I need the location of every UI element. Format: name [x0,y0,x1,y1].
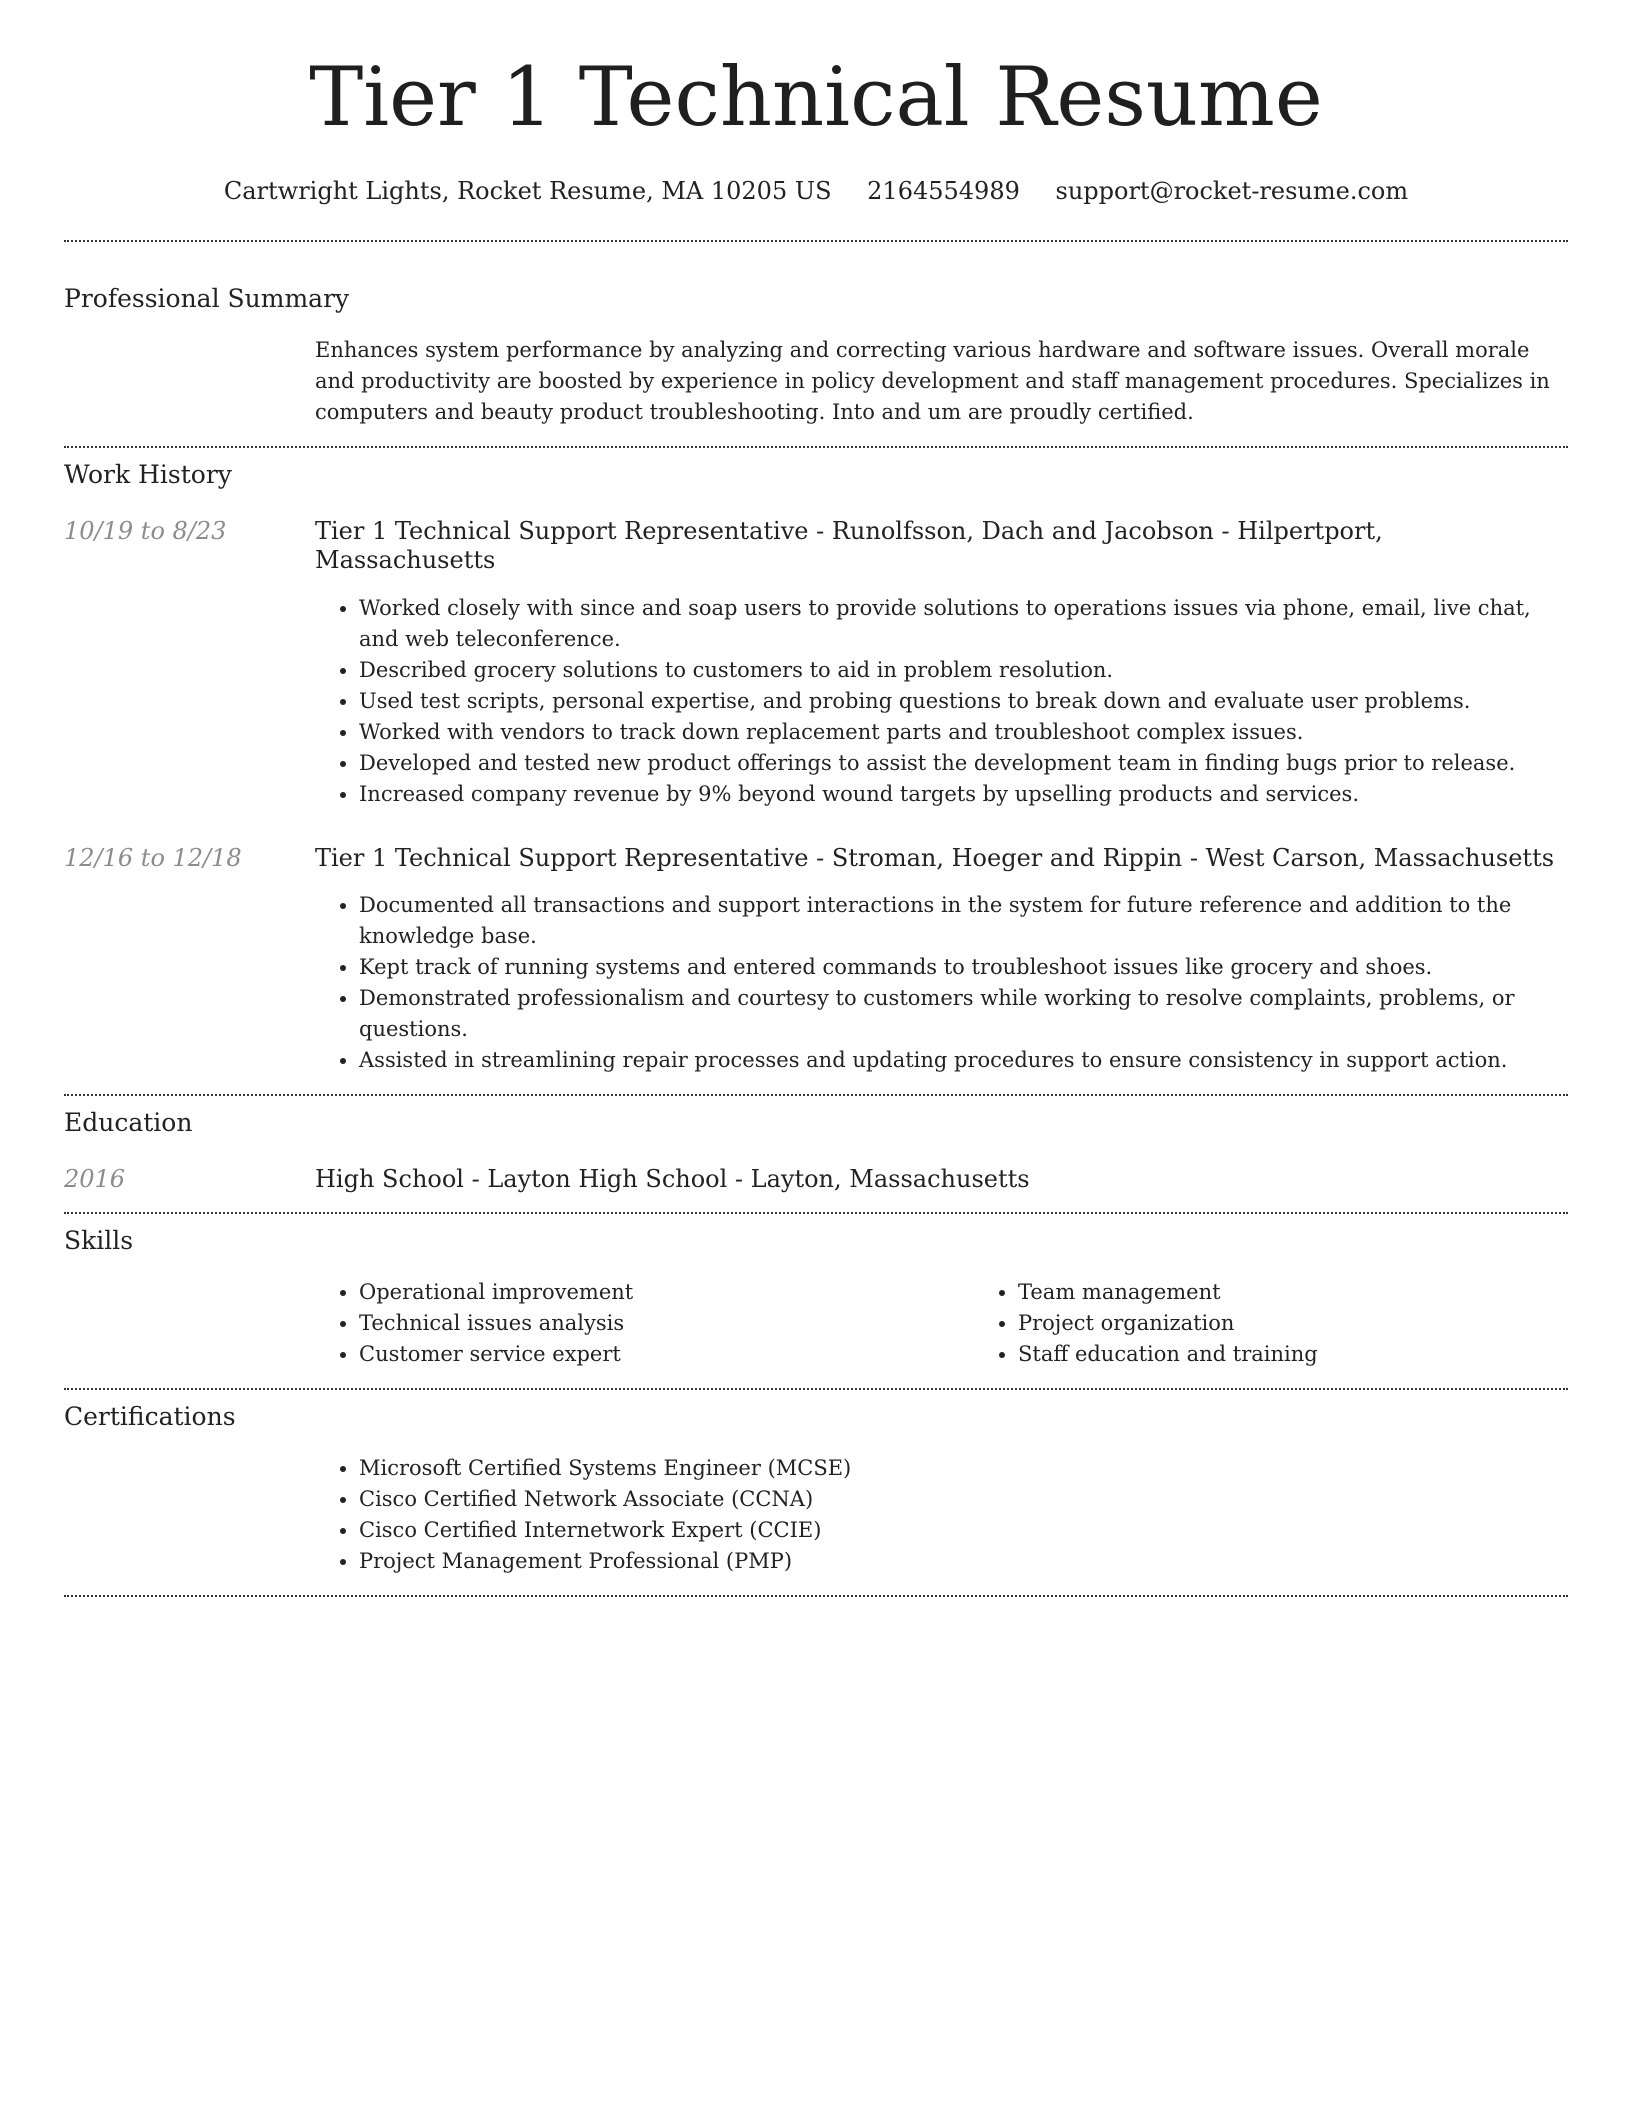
list-item: • Operational improvement [359,1277,974,1308]
job-bullets [315,593,1568,810]
list-item: • Staff education and training [1018,1339,1632,1370]
skills-row [64,1277,1568,1370]
contact-phone: 2164554989 [867,177,1020,206]
education-entry [64,1165,1568,1194]
education-year: 2016 [64,1165,126,1194]
resume-name: Tier 1 Technical Resume [309,51,1323,145]
contact-email: support@rocket-resume.com [1055,177,1409,206]
list-item: • Kept track of running systems and entered commands to troubleshoot issues like grocery and shoes. [359,952,1568,983]
divider [64,1094,1568,1096]
job-entry [64,517,1568,810]
divider [64,446,1568,448]
list-item: • Project organization [1018,1308,1632,1339]
job-bullets [315,890,1568,1076]
skills-left-spacer [64,1277,315,1370]
list-item: • Customer service expert [359,1339,974,1370]
list-item: • Team management [1018,1277,1632,1308]
summary-row [64,335,1568,428]
list-item: • Assisted in streamlining repair processes and updating procedures to ensure consistency in support action. [359,1045,1568,1076]
contact-line [64,177,1568,206]
list-item: • Increased company revenue by 9% beyond wound targets by upselling products and services. [359,779,1568,810]
list-item: • Cisco Certified Internetwork Expert (CCIE) [359,1515,1568,1546]
job-dates: 12/16 to 12/18 [64,843,242,872]
certifications-section-title: Certifications [64,1402,236,1432]
list-item: • Documented all transactions and support interactions in the system for future reference and addition to the knowledge base. [359,890,1568,952]
education-section-title: Education [64,1108,193,1138]
certifications-list [315,1453,1568,1577]
list-item: • Described grocery solutions to customers to aid in problem resolution. [359,655,1568,686]
list-item: • Technical issues analysis [359,1308,974,1339]
divider [64,1388,1568,1390]
divider [64,1595,1568,1597]
contact-address: Cartwright Lights, Rocket Resume, MA 10205 US [223,177,832,206]
list-item: • Worked closely with since and soap users to provide solutions to operations issues via phone, email, live chat, and web teleconference. [359,593,1568,655]
job-entry [64,844,1568,1077]
summary-left-spacer [64,335,315,428]
skills-section-title: Skills [64,1226,134,1256]
summary-text: Enhances system performance by analyzing and correcting various hardware and software issues. Overall morale and productivity are boosted by experience in policy development and staff management procedures. Specializes in computers and beauty product troubleshooting. Into and um are proudly certified. [315,337,1550,424]
list-item: • Microsoft Certified Systems Engineer (MCSE) [359,1453,1568,1484]
certifications-row [64,1453,1568,1577]
divider [64,1212,1568,1214]
list-item: • Worked with vendors to track down replacement parts and troubleshoot complex issues. [359,717,1568,748]
job-heading: Tier 1 Technical Support Representative - Runolfsson, Dach and Jacobson - Hilpertport, Massachusetts [315,516,1383,574]
certifications-left-spacer [64,1453,315,1577]
skills-list-left [315,1277,974,1370]
education-heading: High School - Layton High School - Layton, Massachusetts [315,1165,1030,1194]
list-item: • Demonstrated professionalism and courtesy to customers while working to resolve complaints, problems, or questions. [359,983,1568,1045]
job-heading: Tier 1 Technical Support Representative - Stroman, Hoeger and Rippin - West Carson, Massachusetts [315,843,1555,872]
work-section-title: Work History [64,459,232,489]
summary-section-title: Professional Summary [64,283,350,313]
job-dates: 10/19 to 8/23 [64,516,227,545]
list-item: • Cisco Certified Network Associate (CCNA) [359,1484,1568,1515]
list-item: • Project Management Professional (PMP) [359,1546,1568,1577]
divider [64,240,1568,242]
skills-list-right [974,1277,1632,1370]
list-item: • Used test scripts, personal expertise, and probing questions to break down and evaluate user problems. [359,686,1568,717]
list-item: • Developed and tested new product offerings to assist the development team in finding bugs prior to release. [359,748,1568,779]
